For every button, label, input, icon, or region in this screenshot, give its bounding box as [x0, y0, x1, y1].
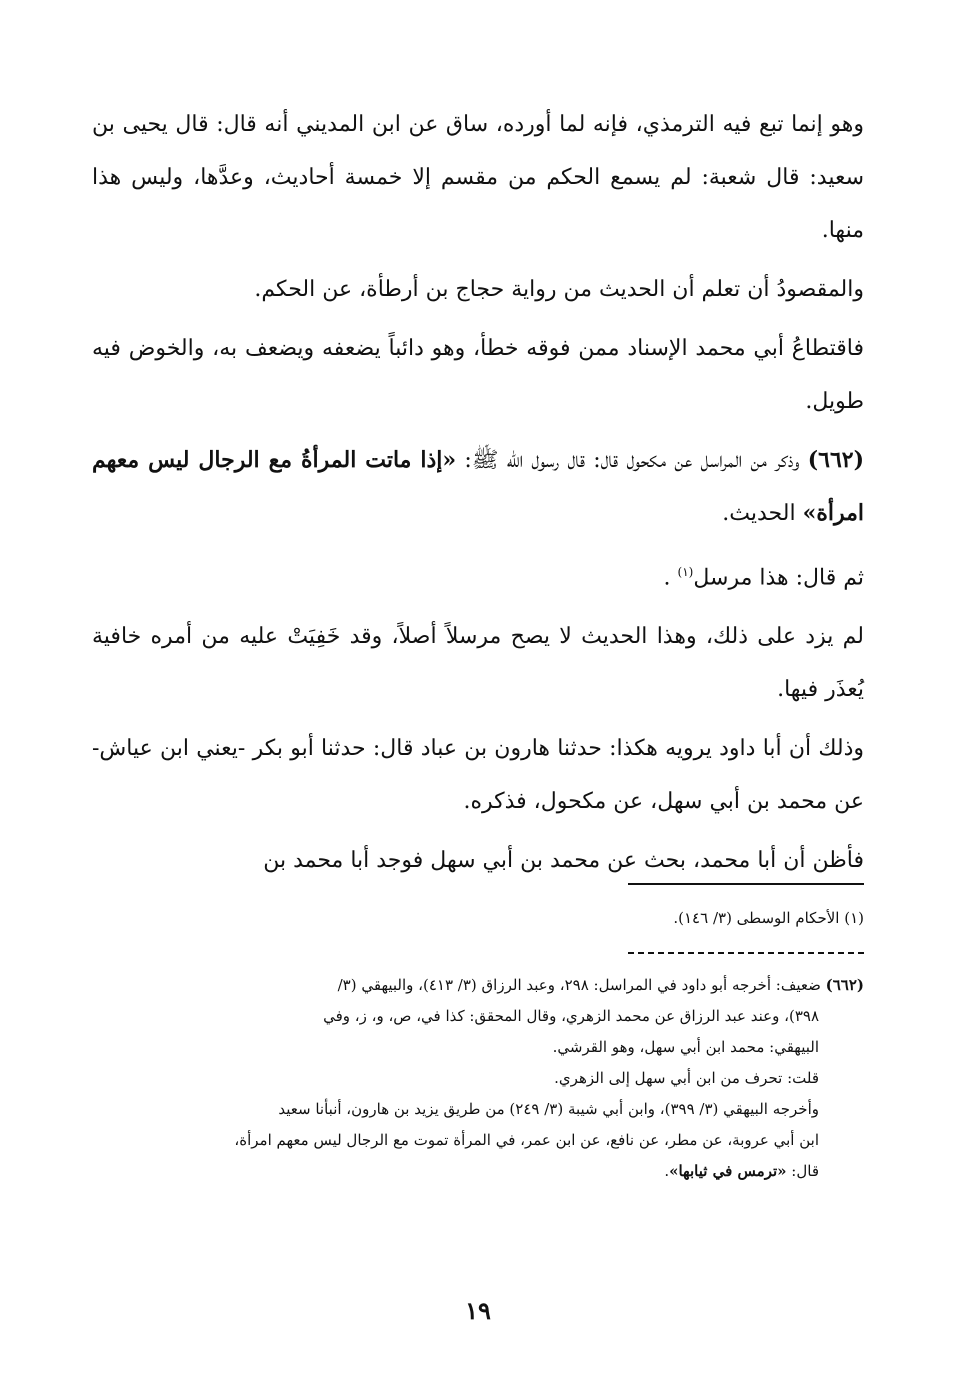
p1-line-1: وهو إنما تبع فيه الترمذي، فإنه لما أورده، ساق عن ابن المديني أنه قال:	[216, 112, 864, 137]
hadith-end: الحديث.	[722, 501, 803, 526]
footnote-1	[92, 903, 864, 933]
p5-end: .	[663, 565, 678, 591]
note-line-2	[92, 1001, 864, 1032]
footnote-marker: (١)	[677, 565, 694, 579]
main-text	[92, 98, 864, 893]
note-line-6	[92, 1125, 864, 1156]
note-l1: ضعيف: أخرجه أبو داود في المراسل: ٢٩٨، وعبد الرزاق (٣/ ٤١٣)، والبيهقي (٣/	[337, 976, 826, 994]
note-l2: ٣٩٨)، وعند عبد الرزاق عن محمد الزهري، وقال المحقق: كذا في، ص، و، ز، وفي	[323, 1007, 819, 1025]
hadith-quote: «إذا ماتت المرأةُ مع الرجال ليس معهم امرأة»	[92, 447, 864, 526]
paragraph-5	[92, 546, 864, 604]
notes-dashed-divider	[628, 952, 864, 954]
footnote-1-text: (١) الأحكام الوسطى (٣/ ١٤٦).	[673, 909, 864, 927]
p3-line-2: والخوض فيه طويل.	[92, 336, 864, 414]
p5-text: ثم قال: هذا مرسل	[693, 565, 864, 591]
paragraph-1	[92, 98, 864, 257]
p1-line-2: قال يحيى بن سعيد: قال شعبة: لم يسمع الحكم من مقسم إلا خمسة	[92, 112, 865, 190]
p3-line-1: فاقتطاعُ أبي محمد الإسناد ممن فوقه خطأ، وهو دائباً يضعفه ويضعف به،	[212, 336, 865, 361]
paragraph-8	[92, 834, 864, 887]
paragraph-hadith-662	[92, 434, 864, 540]
p8-text: فأظن أن أبا محمد، بحث عن محمد بن أبي سهل فوجد أبا محمد بن	[263, 848, 864, 874]
note-line-3	[92, 1032, 864, 1063]
paragraph-3	[92, 322, 864, 428]
note-l4: قلت: تحرف من ابن أبي سهل إلى الزهري.	[554, 1069, 819, 1087]
note-l3: البيهقي: محمد ابن أبي سهل، وهو القرشي.	[552, 1038, 819, 1056]
paragraph-6	[92, 610, 864, 716]
p6-line-2: من أمره خافية يُعذَر فيها.	[92, 624, 864, 703]
p1-line-3: أحاديث، وعدَّها، وليس هذا منها.	[92, 165, 864, 243]
p7-line-2: -يعني ابن عياش- عن محمد بن أبي سهل، عن مكحول، فذكره.	[92, 736, 864, 815]
note-line-1	[92, 970, 864, 1001]
note-l7-quote: «ترمس في ثيابها»	[669, 1162, 787, 1180]
note-line-5	[92, 1094, 864, 1125]
note-l7-end: .	[664, 1162, 670, 1180]
hadith-intro: وذكر من المراسل عن مكحول قال: قال رسول الله ﷺ:	[456, 448, 808, 473]
note-number: (٦٦٢)	[825, 976, 864, 994]
note-line-7	[92, 1156, 864, 1187]
p7-line-1: وذلك أن أبا داود يرويه هكذا: حدثنا هارون بن عباد قال: حدثنا أبو بكر	[252, 736, 865, 762]
note-l7-pre: قال:	[786, 1162, 819, 1180]
note-l5: وأخرجه البيهقي (٣/ ٣٩٩)، وابن أبي شيبة (٣/ ٢٤٩) من طريق يزيد بن هارون، أنبأنا سعيد	[278, 1100, 819, 1118]
page-number: ١٩	[465, 1296, 491, 1325]
p2-text: والمقصودُ أن تعلم أن الحديث من رواية حجاج بن أرطأة، عن الحكم.	[254, 277, 864, 302]
p6-line-1: لم يزد على ذلك، وهذا الحديث لا يصح مرسلاً أصلاً، وقد خَفِيَتْ عليه	[239, 624, 864, 650]
takhrij-notes	[92, 970, 864, 1187]
note-l6: ابن أبي عروبة، عن مطر، عن نافع، عن ابن عمر، في المرأة تموت مع الرجال ليس معهم امرأة،	[234, 1131, 819, 1149]
paragraph-2	[92, 263, 864, 316]
hadith-number: (٦٦٢)	[807, 447, 864, 473]
paragraph-7	[92, 722, 864, 828]
note-line-4	[92, 1063, 864, 1094]
footnote-divider	[628, 883, 864, 885]
